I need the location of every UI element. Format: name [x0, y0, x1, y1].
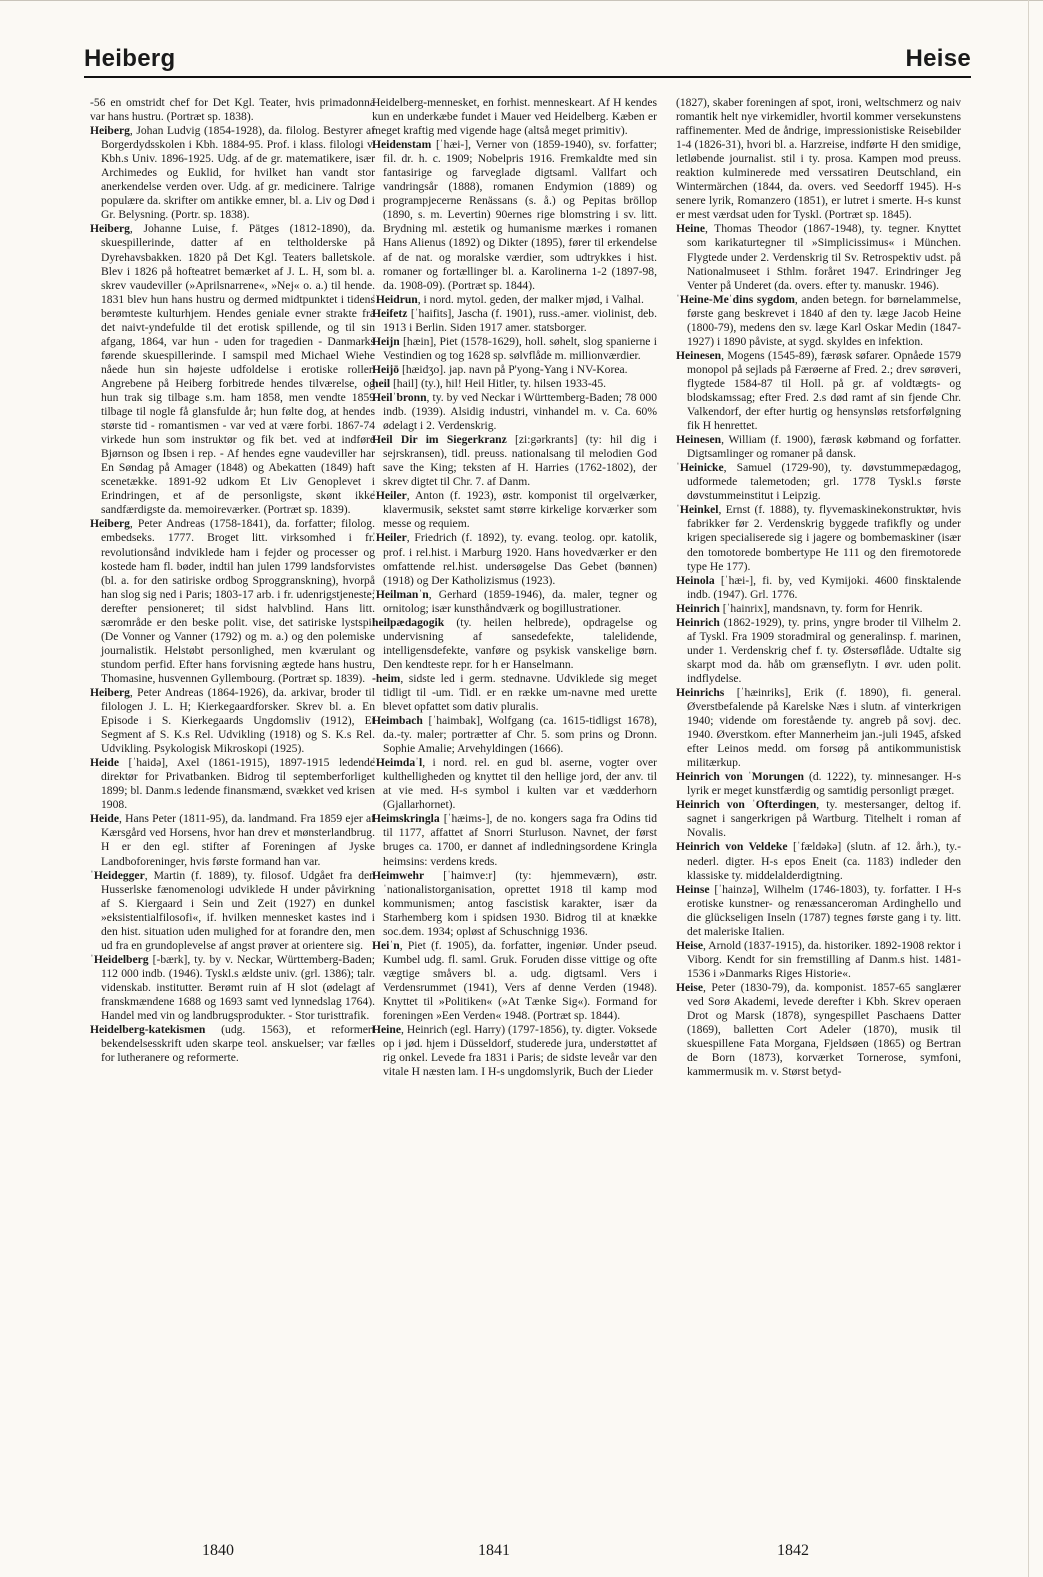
dictionary-entry: Heine, Thomas Theodor (1867-1948), ty. tegner. Knyttet som karikaturtegner til »Simplicissimus« i München. Flygtede under 2. Verdenskrig til Sv. Retrospektiv udst. på Nationalmuseet i Sthlm. foråret 1947. Erindringer Jeg Venter på Underet (da. overs. efter ty. manuskr. 1946).: [676, 222, 961, 292]
dictionary-entry: Heijn [hæin], Piet (1578-1629), holl. søhelt, slog spanierne i Vestindien og tog 1628 sp. sølvflåde m. millionværdier.: [372, 334, 657, 362]
dictionary-entry: Heinrich [ˈhainriх], mandsnavn, ty. form for Henrik.: [676, 601, 923, 615]
dictionary-entry: Heide [ˈhaidə], Axel (1861-1915), 1897-1915 ledende direktør for Privatbanken. Bidrog til septemberforliget 1899; bl. Danm.s ledende finansmænd, svækket ved krisen 1908.: [90, 756, 375, 812]
dictionary-entry: ˈHeinicke, Samuel (1729-90), ty. døvstummepædagog, udformede talemetoden; grl. 1778 Tyskl.s første døvstummeinstitut i Leipzig.: [676, 461, 961, 503]
dictionary-entry: Heiberg, Johanne Luise, f. Pätges (1812-1890), da. skuespillerinde, datter af en teltholderske på Dyrehavsbakken. 1820 på Det Kgl. Teaters balletskole. Blev i 1826 på hofteatret bemærket af J. L. H, som bl. a. skrev vaudeviller (»Aprilsnarrene«, »Nej« o. a.) til hende. 1831 blev hun hans hustru og dermed midtpunktet i tidens berømteste kulturhjem. Hendes geniale evner strakte fra det naivt-yndefulde til det erotisk spillende, og til sin afgang, 1864, var hun - uden for tragedien - Danmarks førende skuespillerinde. I samspil med Michael Wiehe nåede hun sin højeste udfoldelse i erotiske roller. Angrebene på Heiberg forbitrede hendes tilværelse, og hun trak sig tilbage s.m. ham 1858, men vendte 1859 tilbage til nogle få glansfulde år; hun følte dog, at hendes største tid - romantismen - var ved at være forbi. 1867-74 virkede hun som instruktør og fik bet. ved at indføre Bjørnson og Ibsen i rep. - Af hendes egne vaudeviller har En Søndag på Amager (1848) og Abekatten (1849) haft scenetække. 1891-92 udkom Et Liv Genoplevet i Erindringen, et af de personligste, skønt ikke sandfærdigste da. memoireværker. (Portræt sp. 1839).: [90, 222, 375, 517]
header-guide-word-right: Heise: [905, 45, 971, 72]
dictionary-entry: ˈHeidegger, Martin (f. 1889), ty. filosof. Udgået fra den Husserlske fænomenologi udviklede H under påvirkning af S. Kiergaard i Sein und Zeit (1927) en dunkel »eksistentialfilosofi«, if. hvilken mennesket kastes ind i den hist. situation uden mulighed for at forandre den, men ud fra en grundoplevelse af angst prøver at orientere sig.: [90, 868, 375, 952]
page-number-1: 1840: [202, 1542, 234, 1559]
dictionary-entry: Heinse [ˈhainzə], Wilhelm (1746-1803), ty. forfatter. I H-s erotiske kunstner- og renæssanceroman Ardinghello und die glückseligen Inseln (1787) tegnes første gang i ty. litt. det maleriske Italien.: [676, 882, 961, 938]
dictionary-entry: Heine, Heinrich (egl. Harry) (1797-1856), ty. digter. Voksede op i jød. hjem i Düsseldorf, studerede jura, understøttet af rig onkel. Levede fra 1831 i Paris; de sidste leveår var den vitale H næsten lam. I H-s ungdomslyrik, Buch der Lieder: [372, 1023, 657, 1079]
dictionary-entry: ˈHeiler, Anton (f. 1923), østr. komponist til orgelværker, klavermusik, sekstet samt større kirkelige korværker som messe og requiem.: [372, 489, 657, 531]
dictionary-entry: -56 en omstridt chef for Det Kgl. Teater, hvis primadonna var hans hustru. (Portræt sp. 1838).: [90, 96, 375, 124]
page-edge-right: [1028, 0, 1029, 1577]
dictionary-entry: Heise, Arnold (1837-1915), da. historiker. 1892-1908 rektor i Viborg. Kendt for sin fremstilling af Danm.s hist. 1481-1536 i »Danmarks Riges Historie«.: [676, 938, 961, 980]
dictionary-entry: Heinesen, Mogens (1545-89), færøsk søfarer. Opnåede 1579 monopol på sejlads på Færøerne af Fred. 2.; drev sørøveri, flygtede 1584-87 til Holl. på gr. af voldtægts- og blodskamssag; efter Fred. 2.s død ramt af sin fjende Chr. Valkendorf, der efter hurtig og hensynsløs retsforfølgning fik H henrettet.: [676, 348, 961, 433]
dictionary-entry: Heide, Hans Peter (1811-95), da. landmand. Fra 1859 ejer af Kærsgård ved Horsens, hvor han drev et mønsterlandbrug. H er den egl. stifter af Foreningen af Jyske Landboforeninger, hvis første formand han var.: [90, 812, 375, 868]
dictionary-entry: Heise, Peter (1830-79), da. komponist. 1857-65 sanglærer ved Sorø Akademi, levede derefter i Kbh. Skrev operaen Drot og Marsk (1878), syngespillet Paschaens Datter (1869), balletten Cort Adeler (1870), musik til skuespillene Fata Morgana, Fjeldsøen (1865) og Bertran de Born (1873), korværket Tornerose, symfoni, kammermusik m. v. Størst betyd-: [676, 980, 961, 1079]
dictionary-entry: Heiberg, Johan Ludvig (1854-1928), da. filolog. Bestyrer af Borgerdydsskolen i Kbh. 1884-95. Prof. i klass. filologi v. Kbh.s Univ. 1896-1925. Udg. af de gr. matematikere, især Archimedes og Euklid, for hvilket han vandt stor anerkendelse verden over. Udg. af gr. medicinere. Talrige populære da. skrifter om antikke emner, bl. a. Liv og Død i Gr. Belysning. (Portr. sp. 1838).: [90, 124, 375, 222]
dictionary-entry: Heifetz [ˈhaifits], Jascha (f. 1901), russ.-amer. violinist, deb. 1913 i Berlin. Siden 1917 amer. statsborger.: [372, 306, 657, 334]
dictionary-entry: Heijō [hæidʒo]. jap. navn på P'yong-Yang i NV-Korea.: [372, 362, 628, 376]
dictionary-entry: ˈHeiler, Friedrich (f. 1892), ty. evang. teolog. opr. katolik, prof. i rel.hist. i Marburg 1920. Hans hovedværker er den omfattende rel.hist. undersøgelse Das Gebet (bønnen) (1918) og Der Katholizismus (1923).: [372, 531, 657, 587]
page-number-2: 1841: [478, 1542, 510, 1559]
dictionary-entry: ˈHeidrun, i nord. mytol. geden, der malker mjød, i Valhal.: [372, 292, 644, 306]
dictionary-entry: Heinrich (1862-1929), ty. prins, yngre broder til Vilhelm 2. af Tyskl. Fra 1909 storadmiral og generalinsp. f. marinen, under 1. Verdenskrig chef f. ty. Østersøflåde. Udtalte sig skarpt mod da. håb om grænseflytn. I øvr. uden polit. indflydelse.: [676, 615, 961, 685]
page-edge-top: [0, 0, 1043, 1]
dictionary-entry: Heil Dir im Siegerkranz [zi:gərkrants] (ty: hil dig i sejrskransen), tidl. preuss. nationalsang til melodien God save the King; teksten af H. Harries (1762-1802), der skrev digtet til Chr. 7. af Danm.: [372, 433, 657, 489]
header-guide-word-left: Heiberg: [84, 45, 176, 72]
dictionary-entry: -heim, sidste led i germ. stednavne. Udviklede sig meget tidligt til -um. Tidl. er en række um-navne med urette blevet opfattet som dativ pluralis.: [372, 671, 657, 714]
dictionary-entry: Heidelberg-mennesket, en forhist. menneskeart. Af H kendes kun en underkæbe fundet i Mauer ved Heidelberg. Kæben er meget kraftig med vigende hage (altså meget primitiv).: [372, 96, 657, 138]
dictionary-entry: ˈHeinkel, Ernst (f. 1888), ty. flyvemaskinekonstruktør, hvis fabrikker før 2. Verdenskrig byggede trafikfly og under krigen specialiserede sig i jagere og bombemaskiner (især den tomotorede bombertype He 111 og den firemotorede type He 177).: [676, 503, 961, 573]
dictionary-entry: Heinola [ˈhæi-], fi. by, ved Kymijoki. 4600 finsktalende indb. (1947). Grl. 1776.: [676, 573, 961, 601]
dictionary-entry: ˈHeine-Meˈdins sygdom, anden betegn. for børnelammelse, første gang beskrevet i 1840 af den ty. læge Jacob Heine (1800-79), medens den sv. læge Karl Oskar Medin (1847-1927) i 1890 påviste, at sygd. skyldes en infektion.: [676, 292, 961, 348]
dictionary-entry: heil [hail] (ty.), hil! Heil Hitler, ty. hilsen 1933-45.: [372, 376, 607, 390]
dictionary-entry: Heilˈbronn, ty. by ved Neckar i Württemberg-Baden; 78 000 indb. (1939). Alsidig industri, vinhandel m. v. Ca. 60% ødelagt i 2. Verdenskrig.: [372, 390, 657, 433]
dictionary-entry: Heiberg, Peter Andreas (1758-1841), da. forfatter; filolog. embedseks. 1777. Broget litt. virksomhed i fr. revolutionsånd indviklede ham i fejder og processer og kostede ham fl. bøder, indtil han julen 1799 landsforvistes (bl. a. for den satiriske ordbog Sproggranskning), hvorpå han slog sig ned i Paris; 1803-17 arb. i fr. udenrigstjeneste; derefter pensioneret; til sidst halvblind. Hans litt. særområde er den beske polit. vise, det satiriske lystspil (De Vonner og Vanner (1792) og m. a.) og den polemiske journalistik. Helstøbt personlighed, men kværulant og stundom perfid. Efter hans forvisning ægtede hans hustru, Thomasine, husvennen Gyllembourg. (Portræt sp. 1839).: [90, 517, 375, 685]
text-column-3: [676, 96, 961, 1506]
dictionary-entry: Heidenstam [ˈhæi-], Verner von (1859-1940), sv. forfatter; fil. dr. h. c. 1909; Nobelpris 1916. Fremkaldte med sin fantasirige og farveglade digtsaml. Vallfart och vandringsår (1888), romanen Endymion (1889) og programpjecerne Renässans (s. å.) og Pepitas bröllop (1890, s. m. Levertin) 90ernes rige blomstring i sv. litt. Brydning ml. æstetik og humanisme mærkes i romanen Hans Alienus (1892) og Dikter (1895), fører til erkendelse af de nat. og moralske værdier, som udtrykkes i hist. romaner og fortællinger bl. a. Karolinerna 1-2 (1897-98, da. 1908-09). (Portræt sp. 1844).: [372, 138, 657, 292]
dictionary-entry: Heinrich von ˈOfterdingen, ty. mestersanger, deltog if. sagnet i sangerkrigen på Wartburg. Titelhelt i roman af Novalis.: [676, 798, 961, 840]
dictionary-entry: (1827), skaber foreningen af spot, ironi, weltschmerz og naiv romantik helt nye virkemidler, hvortil kommer versekunstens raffinementer. Med de åndrige, impressionistiske Reisebilder 1-4 (1826-31), hvori bl. a. Harzreise, indførte H den smidige, letløbende journalist. stil i ty. prosa. Kampen mod preuss. reaktion kulminerede med verssatiren Deutschland, ein Wintermärchen (1844, da. overs. ved Seedorff 1945). H-s senere lyrik, Romanzero (1851), er lutret i smerte. H-s kunst er mest værdsat uden for Tyskl. (Portræt sp. 1845).: [676, 96, 961, 222]
dictionary-entry: ˈHeilmanˈn, Gerhard (1859-1946), da. maler, tegner og ornitolog; især kunsthåndværk og bogillustrationer.: [372, 587, 657, 615]
dictionary-entry: Heimbach [ˈhaimbak], Wolfgang (ca. 1615-tidligst 1678), da.-ty. maler; portrætter af Chr. 5. som prins og Dronn. Sophie Amalie; Arvehyldingen (1666).: [372, 714, 657, 756]
running-header: [84, 40, 971, 78]
text-column-1: [90, 96, 375, 1506]
dictionary-entry: Heinrich von ˈMorungen (d. 1222), ty. minnesanger. H-s lyrik er meget kunstfærdig og samtidig personligt præget.: [676, 770, 961, 798]
dictionary-entry: ˈHeimdaˈl, i nord. rel. en gud bl. aserne, vogter over kulthelligheden og knyttet til den hellige jord, der anv. til at vie med. H-s symbol i kulten var et vædderhorn (Gjallarhornet).: [372, 756, 657, 812]
dictionary-entry: Heidelberg-katekismen (udg. 1563), et reformert bekendelsesskrift uden skarpe teol. anskuelser; var fælles for lutheranere og reformerte.: [90, 1023, 375, 1065]
dictionary-entry: Heimwehr [ˈhaimve:r] (ty: hjemmeværn), østr. ˈnationalistorganisation, oprettet 1918 til kamp mod kommunismen; antog fascistisk karakter, især da Starhemberg kom i spidsen 1930. Bidrog til at knække soc.dem. 1934; opløst af Schuschnigg 1936.: [372, 868, 657, 938]
dictionary-entry: Heiˈn, Piet (f. 1905), da. forfatter, ingeniør. Under pseud. Kumbel udg. fl. saml. Gruk. Foruden disse vittige og ofte vægtige småvers bl. a. udg. digtsaml. Vers i Verdensrummet (1941), Vers af denne Verden (1948). Knyttet til »Politiken« (»At Tænke Sig«). Formand for foreningen »Een Verden« 1948. (Portræt sp. 1844).: [372, 938, 657, 1023]
dictionary-entry: Heinesen, William (f. 1900), færøsk købmand og forfatter. Digtsamlinger og romaner på dansk.: [676, 433, 961, 461]
dictionary-entry: Heimskringla [ˈhæims-], de no. kongers saga fra Odins tid til 1177, affattet af Snorri Sturluson. Navnet, der først bruges ca. 1700, er dannet af indledningsordene Kringla heimsins: verdens kreds.: [372, 812, 657, 868]
dictionary-entry: Heinrich von Veldeke [ˈfældəkə] (slutn. af 12. årh.), ty.-nederl. digter. H-s epos Eneit (ca. 1183) indleder den klassiske ty. middelalderdigtning.: [676, 840, 961, 882]
page-number-3: 1842: [777, 1542, 809, 1559]
dictionary-entry: ˈHeidelberg [-bærk], ty. by v. Neckar, Württemberg-Baden; 112 000 indb. (1946). Tyskl.s ældste univ. (grl. 1386); talr. videnskab. institutter. Berømt ruin af H slot (ødelagt af franskmændene 1688 og 1693 samt ved lynnedslag 1764). Handel med vin og landbrugsprodukter. - Stor turisttrafik.: [90, 952, 375, 1023]
dictionary-entry: heilpædagogik (ty. heilen helbrede), opdragelse og undervisning af sansedefekte, talelidende, intelligensdefekte, vanføre og psykisk vanskelige børn. Den kendteste repr. for h er Hanselmann.: [372, 615, 657, 671]
dictionary-entry: Heinrichs [ˈhæinriks], Erik (f. 1890), fi. general. Øverstbefalende på Karelske Næs i slutn. af vinterkrigen 1940; vidende om forestående ty. angreb på sovj. dec. 1940. Øverstkom. efter Mannerheim jan.-juli 1945, afsked efter Leinos medd. om forsøg på antikommunistisk militærkup.: [676, 685, 961, 770]
dictionary-entry: Heiberg, Peter Andreas (1864-1926), da. arkivar, broder til filologen J. L. H; Kierkegaardforsker. Skrev bl. a. En Episode i S. Kierkegaards Ungdomsliv (1912), Et Segment af S. K.s Rel. Udvikling (1918) og S. K.s Rel. Udvikling. Psykologisk Mikroskopi (1925).: [90, 685, 375, 756]
text-column-2: [372, 96, 657, 1506]
